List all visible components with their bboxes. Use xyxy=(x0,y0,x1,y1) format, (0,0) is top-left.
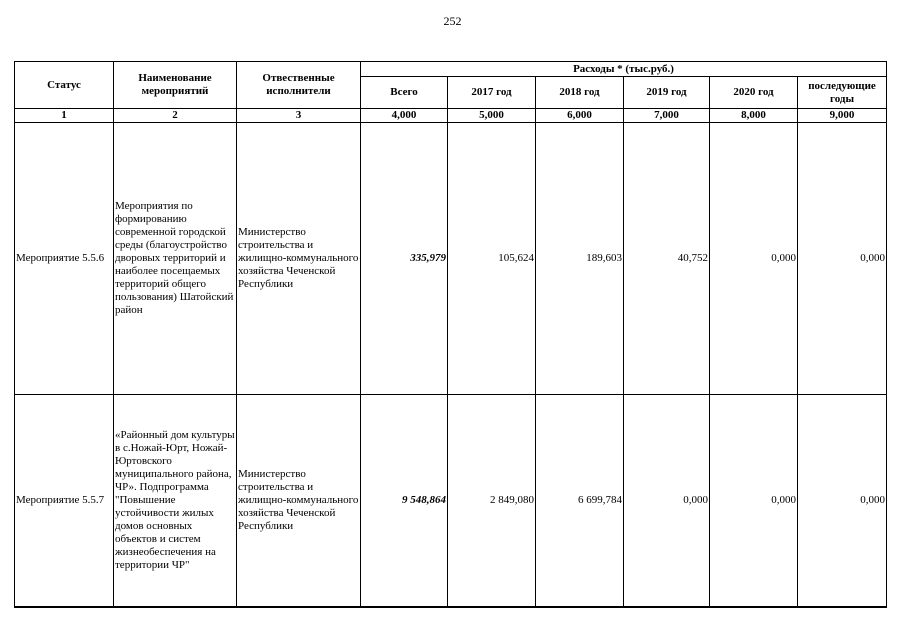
header-year-total: Всего xyxy=(361,77,448,109)
column-number: 9,000 xyxy=(798,109,887,123)
row-name: «Районный дом культуры в с.Ножай-Юрт, Ножай-Юртовского муниципального района, ЧР». Подпрограмма "Повышение устойчивости жилых домов основных объектов и систем жизнеобеспечения на территории ЧР" xyxy=(114,395,237,608)
column-number: 6,000 xyxy=(536,109,624,123)
header-year-2020: 2020 год xyxy=(710,77,798,109)
column-number-row xyxy=(15,109,887,123)
column-number: 2 xyxy=(114,109,237,123)
column-number: 4,000 xyxy=(361,109,448,123)
row-name: Мероприятия по формированию современной городской среды (благоустройство дворовых территорий и наиболее посещаемых территорий общего пользования) Шатойский район xyxy=(114,123,237,395)
column-number: 5,000 xyxy=(448,109,536,123)
header-year-2017: 2017 год xyxy=(448,77,536,109)
row-later: 0,000 xyxy=(798,123,887,395)
row-later: 0,000 xyxy=(798,395,887,608)
row-executor: Министерство строительства и жилищно-коммунального хозяйства Чеченской Республики xyxy=(237,123,361,395)
row-2019: 0,000 xyxy=(624,395,710,608)
header-row xyxy=(15,62,887,77)
header-executors: Отвественные исполнители xyxy=(237,62,361,109)
table-row xyxy=(15,395,887,608)
row-2020: 0,000 xyxy=(710,395,798,608)
row-2018: 189,603 xyxy=(536,123,624,395)
header-year-later-label: последующие годы xyxy=(808,79,876,105)
row-executor: Министерство строительства и жилищно-коммунального хозяйства Чеченской Республики xyxy=(237,395,361,608)
header-year-later xyxy=(798,77,887,109)
header-year-2018: 2018 год xyxy=(536,77,624,109)
row-total: 335,979 xyxy=(361,123,448,395)
row-2018: 6 699,784 xyxy=(536,395,624,608)
header-status: Статус xyxy=(15,62,114,109)
header-name: Наименование мероприятий xyxy=(114,62,237,109)
row-2017: 105,624 xyxy=(448,123,536,395)
row-total: 9 548,864 xyxy=(361,395,448,608)
row-status: Мероприятие 5.5.6 xyxy=(15,123,114,395)
header-year-2019: 2019 год xyxy=(624,77,710,109)
column-number: 3 xyxy=(237,109,361,123)
row-2020: 0,000 xyxy=(710,123,798,395)
column-number: 7,000 xyxy=(624,109,710,123)
header-expenses: Расходы * (тыс.руб.) xyxy=(361,62,887,77)
table-row xyxy=(15,123,887,395)
page-number: 252 xyxy=(443,14,462,28)
row-status: Мероприятие 5.5.7 xyxy=(15,395,114,608)
column-number: 1 xyxy=(15,109,114,123)
row-2019: 40,752 xyxy=(624,123,710,395)
expenses-table xyxy=(14,61,887,608)
row-2017: 2 849,080 xyxy=(448,395,536,608)
column-number: 8,000 xyxy=(710,109,798,123)
